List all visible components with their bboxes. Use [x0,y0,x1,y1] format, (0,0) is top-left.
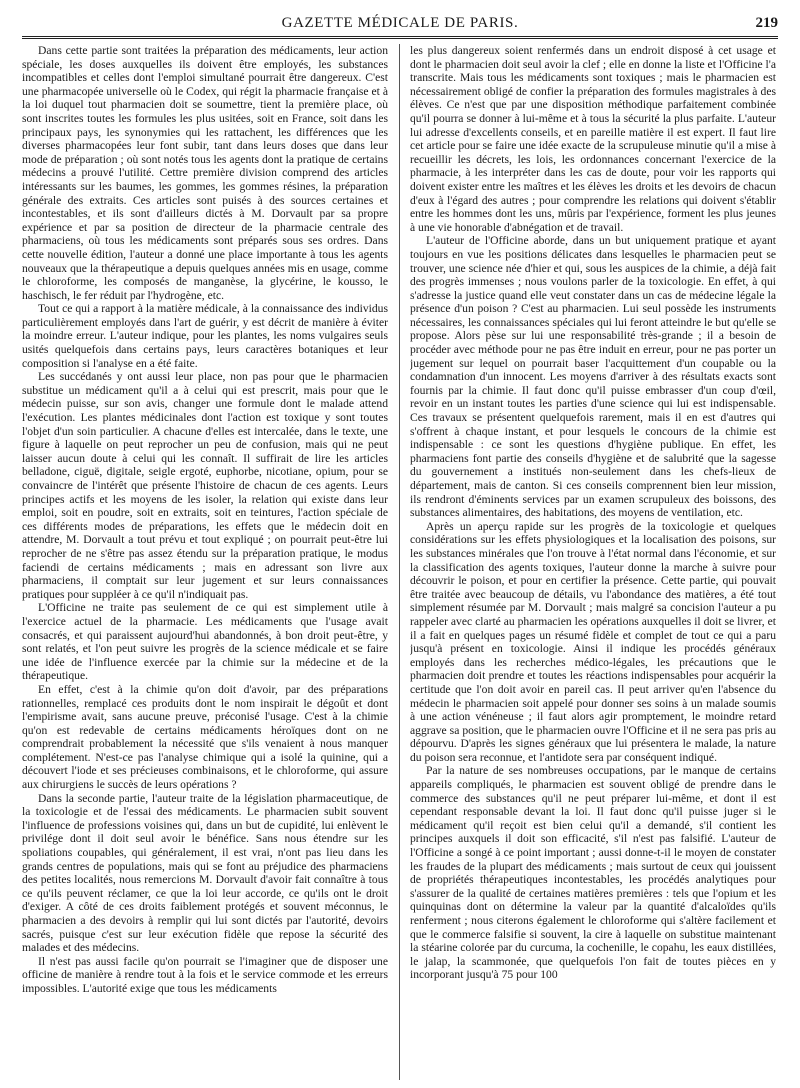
journal-title: GAZETTE MÉDICALE DE PARIS. [281,15,519,31]
paragraph: les plus dangereux soient renfermés dans un endroit disposé à cet usage et dont le pharmacien doit seul avoir la clef ; elle en donne la liste et l'Officine l'a transcrite. Mais tous les médicaments sont toxiques ; mais le pharmacien est nécessairement obligé de confier la préparation des formules magistrales à des élèves. Ce n'est que par une disposition méthodique parfaitement combinée qu'il pourra se donner à lui-même et à tous la sécurité la plus parfaite. L'auteur lui adresse d'excellents conseils, et en pareille matière il est expert. Il faut lire cet article pour se faire une idée exacte de la scrupuleuse minutie qu'il a mise à recueillir les décrets, les lois, les ordonnances concernant l'exercice de la pharmacie, à les interpréter dans les cas de doute, pour voir les rapports qui doivent exister entre les maîtres et les élèves les droits et les devoirs de chacun d'eux à l'égard des autres ; pour comprendre les relations qui doivent s'établir entre les hommes dont les uns, mûris par l'expérience, forment les plus jeunes à une vie honorable d'abnégation et de travail. [410,44,776,234]
left-column [22,44,388,1080]
paragraph: Il n'est pas aussi facile qu'on pourrait se l'imaginer que de disposer une officine de manière à rendre tout à la fois et le service commode et les erreurs impossibles. L'autorité exige que tous les médicaments [22,954,388,995]
page-header [22,12,778,36]
paragraph: Dans cette partie sont traitées la préparation des médicaments, leur action spéciale, les doses auxquelles ils doivent être employés, les substances incompatibles et celles dont l'emploi simultané pourrait être dangereux. C'est une pharmacopée universelle où le Codex, qui régit la pharmacie française et à la loi duquel tout pharmacien doit se soumettre, tient la première place, où sont inscrites toutes les formules les plus usitées, soit en France, soit dans les principaux pays, les synonymies qui les rattachent, les différences que les diverses pharmacopées leur font subir, tant dans leurs doses que dans leur mode de préparation ; où sont notés tous les agents dont la pratique de certains médecins a prouvé l'utilité. Cettre première division comprend des articles intéressants sur les baumes, les gommes, les gommes résines, la préparation générale des extraits. Ces articles sont puisés à des sources certaines et incontestables, et ils sont d'ailleurs dictés à M. Dorvault par sa propre expérience et par sa position de directeur de la pharmacie centrale des pharmaciens, où tous les médicaments sont préparés sous ses ordres. Dans cette nouvelle édition, l'auteur a donné une place importante à tous les agents nouveaux que la thérapeutique a depuis quelques années mis en usage, comme le chloroforme, les composés de manganèse, la glycérine, le kousso, le haschisch, le fer réduit par l'hydrogène, etc. [22,44,388,302]
paragraph: En effet, c'est à la chimie qu'on doit d'avoir, par des préparations rationnelles, remplacé ces produits dont le nom inspirait le dégoût et dont l'empirisme avait, sans aucune preuve, préconisé l'usage. C'est à la chimie qu'on est redevable de certains médicaments héroïques dont on ne comprendrait probablement la nécessité que s'ils venaient à nous manquer complétement. N'est-ce pas l'analyse chimique qui a isolé la quinine, qui a découvert l'iode et ses précieuses combinaisons, et le chloroforme, qui assure aux chirurgiens le succès de leurs opérations ? [22,682,388,792]
right-column [410,44,776,1080]
paragraph: Après un aperçu rapide sur les progrès de la toxicologie et quelques considérations sur les effets physiologiques et la localisation des poisons, sur les substances minérales que l'on trouve à l'état normal dans l'économie, et sur la classification des agents toxiques, l'auteur donne la marche à suivre pour découvrir le poison, et pour en certifier la présence. Cette partie, qui pouvait être traitée avec beaucoup de détails, vu l'abondance des matières, a été tout simplement résumée par M. Dorvault ; mais malgré sa concision l'auteur a pu rappeler avec clarté au pharmacien les opérations auxquelles il doit se livrer, et il a fait en quelques pages un résumé fidèle et complet de tout ce qui a paru jusqu'à présent en toxicologie. Ainsi il indique les procédés généraux employés dans les recherches médico-légales, les précautions que le pharmacien doit prendre et toutes les réactions indispensables pour acquérir la certitude que l'on doit avoir en pareil cas. Il peut arriver qu'en l'absence du médecin le pharmacien soit appelé pour donner ses soins à un malade soumis à une action vénéneuse ; il faut alors agir promptement, le moindre retard aggrave sa position, que le pharmacien ouvre l'Officine et il ne sera pas pris au dépourvu. D'après les signes généraux que lui présentera le malade, la nature du poison sera reconnue, et l'antidote sera par conséquent indiqué. [410,519,776,764]
paragraph: Par la nature de ses nombreuses occupations, par le manque de certains appareils compliqués, le pharmacien est souvent obligé de prendre dans le commerce des substances qu'il ne peut préparer lui-même, et dont il est cependant responsable devant la loi. Il faut donc qu'il puisse juger si le médicament qu'il reçoit est bien celui qu'il a demandé, s'il contient les principes auxquels il doit son efficacité, s'il n'est pas falsifié. L'auteur de l'Officine a songé à ce point important ; aussi donne-t-il le moyen de constater les fraudes de la plupart des médicaments ; mais surtout de ceux qui jouissent de propriétés thérapeutiques incontestables, les procédés analytiques pour s'assurer de la qualité de certaines matières premières : tels que l'opium et les quinquinas dont on détermine la valeur par la quantité d'alcaloïdes qu'ils renferment ; nous citerons également le chloroforme qui s'altère facilement et que le commerce falsifie si souvent, la cire à laquelle on substitue maintenant la stéarine colorée par du curcuma, la cochenille, le copahu, les eaux distillées, le jalap, la scammonée, que quelquefois l'on fait de toutes pièces en y incorporant jusqu'à 75 pour 100 [410,764,776,982]
paragraph: Tout ce qui a rapport à la matière médicale, à la connaissance des individus particulièrement employés dans l'art de guérir, y est décrit de manière à éviter la moindre erreur. L'auteur indique, pour les plantes, les noms vulgaires seuls usités quelquefois dans certains pays, leurs caractères botaniques et leur composition si l'analyse en a été faite. [22,302,388,370]
column-divider [399,44,400,1080]
header-rule-second [22,38,778,39]
paragraph: L'Officine ne traite pas seulement de ce qui est simplement utile à l'exercice actuel de la pharmacie. Les médicaments que l'usage avait consacrés, et qui paraissent aujourd'hui abandonnés, à bon droit peut-être, y sont relatés, et l'on peut suivre les progrès de la science médicale et se faire une idée de l'influence exercée par la chimie sur la médecine et de la thérapeutique. [22,601,388,683]
header-rule [22,36,778,37]
paragraph: Dans la seconde partie, l'auteur traite de la législation pharmaceutique, de la toxicologie et de l'essai des médicaments. Le pharmacien subit souvent l'influence de professions voisines qui, dans un but de cupidité, lui enlèvent le privilége dont il doit seul avoir le bénéfice. Sans nous étendre sur les spoliations coupables, qui généralement, il est vrai, n'ont pas lieu dans les grands centres de populations, mais qui se font au préjudice des pharmaciens des petites localités, nous remercions M. Dorvault d'avoir fait connaître à tous ce qu'ils peuvent réclamer, ce que la loi leur accorde, ce qu'ils ont le droit d'exiger. A côté de ces droits faiblement protégés et souvent méconnus, le pharmacien a des devoirs à remplir qui lui sont dictés par l'autorité, devoirs sacrés, puisque c'est sur leur exécution fidèle que repose la sécurité des malades et des médecins. [22,791,388,955]
page-number: 219 [755,15,778,31]
paragraph: Les succédanés y ont aussi leur place, non pas pour que le pharmacien substitue un médicament qu'il a à celui qui est prescrit, mais pour que le médecin puisse, sur son avis, changer une formule dont le malade attend l'exécution. Les plantes médicinales dont l'action est toxique y sont toutes l'objet d'un soin particulier. A chacune d'elles est intercalée, dans le texte, une figure à laquelle on peut reprocher un peu de confusion, mais qui ne peut laisser aucun doute à celui qui les connaît. Il suffirait de lire les articles belladone, ciguë, digitale, seigle ergoté, euphorbe, nicotiane, opium, pour se convaincre de l'intérêt que présente l'histoire de chacun de ces agents. Leurs principes actifs et les moyens de les isoler, la relation qui existe dans leur emploi, soit en poudre, soit en extraits, soit en teintures, l'action spéciale de ces différents modes de préparations, les effets que le médecin doit en attendre, M. Dorvault a tout prévu et tout expliqué ; on pourrait peut-être lui reprocher de ne s'être pas assez étendu sur la préparation pratique, le modus faciendi de certains médicaments ; mais en adressant son livre aux pharmaciens, il comptait sur leur jugement et sur leurs connaissances pratiques pour suppléer à ce qu'il n'indiquait pas. [22,370,388,601]
paragraph: L'auteur de l'Officine aborde, dans un but uniquement pratique et ayant toujours en vue les positions délicates dans lesquelles le pharmacien peut se trouver, une science née d'hier et qui, sous les auspices de la chimie, a déjà fait des progrès immenses ; nous voulons parler de la toxicologie. En effet, à qui s'adresse la justice quand elle veut constater dans un cas de médecine légale la présence d'un poison ? C'est au pharmacien. Lui seul possède les instruments nécessaires, les connaissances spéciales qui lui feront atteindre le but qu'elle se propose. Alors pèse sur lui une responsabilité très-grande ; il a besoin de procéder avec méthode pour ne pas être induit en erreur, pour ne pas porter un jugement sur lequel on pourrait baser l'acquittement d'un coupable ou la condamnation d'un innocent. Les moyens d'arriver à des résultats exacts sont fournis par la chimie. Il faut donc qu'il puisse embrasser d'un coup d'œil, revoir en un instant toutes les parties d'une science qui lui est indispensable. Ces travaux se présentent quelquefois rarement, mais il en est d'autres qui s'offrent à chaque instant, et pour lesquels le concours de la chimie est indispensable : ce sont les questions d'hygiène publique. En effet, les pharmaciens font partie des conseils d'hygiène et de salubrité que la sagesse du gouvernement a institués non-seulement dans les chefs-lieux de département, mais de canton. Si ces conseils comprennent bien leur mission, ils rendront d'éminents services par un examen scrupuleux des boissons, des substances alimentaires, des habitations, des moyens de ventilation, etc. [410,234,776,520]
